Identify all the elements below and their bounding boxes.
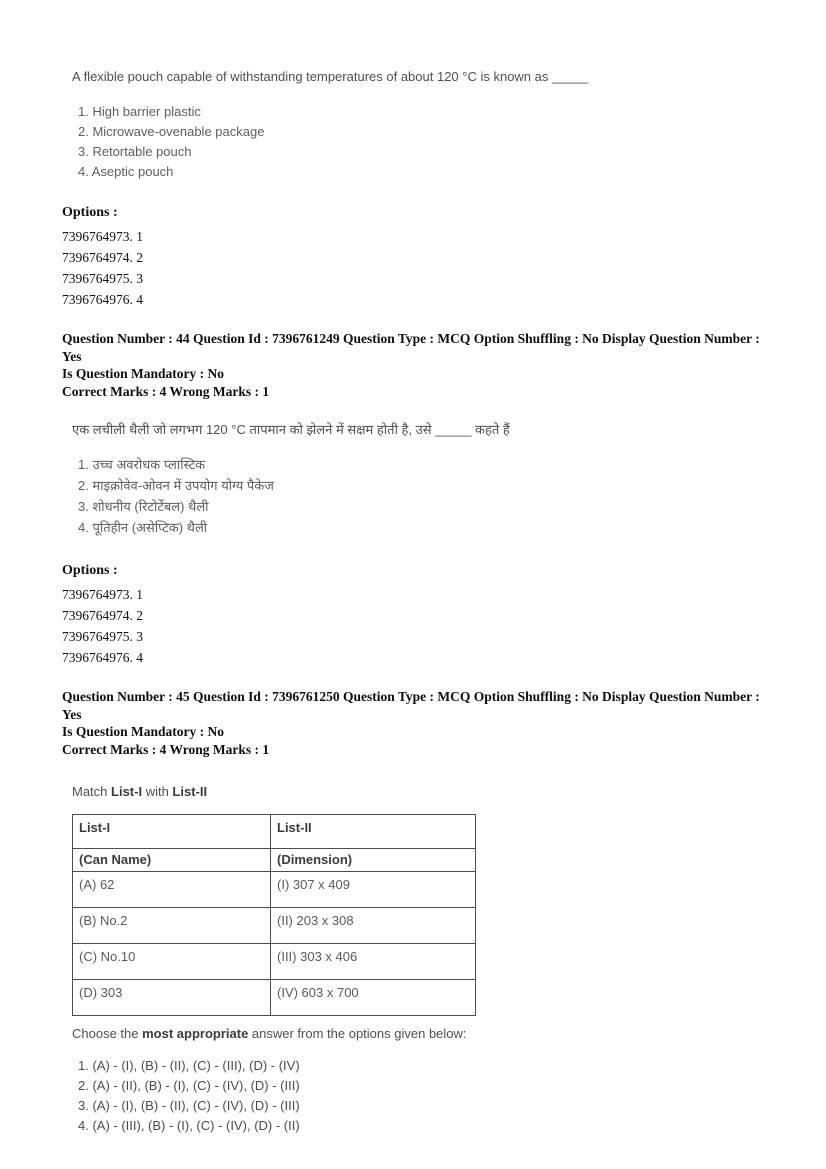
table-header-list2: List-II [271,815,476,849]
match-prefix: Match [72,784,112,799]
table-cell: (IV) 603 x 700 [271,980,476,1016]
meta-line: Question Number : 44 Question Id : 7396761249 Question Type : MCQ Option Shuffling : No Display Question Number : Yes [62,331,760,364]
answer-choice-list [78,1056,776,1136]
match-list2-label: List-II [172,784,208,799]
table-subheader-can-name: (Can Name) [73,849,271,872]
question-45-metadata [62,688,776,758]
match-instruction [72,784,776,800]
answer-choice-item: 3. (A) - (I), (B) - (II), (C) - (IV), (D) - (III) [78,1098,300,1113]
match-list1-label: List-I [111,784,143,799]
table-subheader-dimension: (Dimension) [271,849,476,872]
table-cell: (A) 62 [73,872,271,908]
table-cell: (D) 303 [73,980,271,1016]
match-table [72,814,476,1016]
table-cell: (C) No.10 [73,944,271,980]
choose-prefix: Choose the [72,1026,143,1041]
answer-choice-item: 2. (A) - (II), (B) - (I), (C) - (IV), (D) - (III) [78,1078,300,1093]
answer-choice-item: 4. (A) - (III), (B) - (I), (C) - (IV), (D) - (II) [78,1118,300,1133]
question-text-hindi: एक लचीली थैली जो लगभग 120 °C तापमान को झेलने में सक्षम होती है, उसे _____ कहते हैं [72,422,510,437]
table-row [73,872,476,908]
match-mid: with [142,784,173,799]
choice-item: 3. Retortable pouch [78,144,192,159]
option-id-row: 7396764975. 3 [62,629,143,644]
option-id-list [62,584,776,668]
table-cell: (II) 203 x 308 [271,908,476,944]
question-block-match [62,784,776,1136]
meta-line: Correct Marks : 4 Wrong Marks : 1 [62,383,270,399]
table-cell: (III) 303 x 406 [271,944,476,980]
options-label: Options : [62,563,118,578]
question-block-hindi [62,422,776,668]
option-id-row: 7396764974. 2 [62,608,143,623]
question-block-english [62,69,776,310]
question-44-metadata [62,330,776,400]
meta-line: Is Question Mandatory : No [62,366,225,381]
option-id-row: 7396764975. 3 [62,271,143,286]
table-row [73,944,476,980]
option-id-row: 7396764973. 1 [62,587,143,602]
option-id-row: 7396764973. 1 [62,229,143,244]
choose-suffix: answer from the options given below: [248,1026,467,1041]
table-row [73,908,476,944]
choice-item: 4. पूतिहीन (असेप्टिक) थैली [78,520,208,535]
option-id-row: 7396764974. 2 [62,250,143,265]
question-text-english: A flexible pouch capable of withstanding temperatures of about 120 °C is known as _____ [72,69,589,84]
option-id-row: 7396764976. 4 [62,292,143,307]
choice-item: 1. उच्च अवरोधक प्लास्टिक [78,457,206,472]
table-header-list1: List-I [73,815,271,849]
answer-choice-item: 1. (A) - (I), (B) - (II), (C) - (III), (D) - (IV) [78,1058,300,1073]
table-subheader-row [73,849,476,872]
table-row [73,980,476,1016]
choice-item: 2. माइक्रोवेव-ओवन में उपयोग योग्य पैकेज [78,478,274,493]
table-cell: (I) 307 x 409 [271,872,476,908]
meta-line: Is Question Mandatory : No [62,724,225,739]
choose-bold: most appropriate [142,1026,249,1041]
choice-item: 2. Microwave-ovenable package [78,124,265,139]
table-cell: (B) No.2 [73,908,271,944]
option-id-row: 7396764976. 4 [62,650,143,665]
table-header-row [73,815,476,849]
choice-list-english [78,102,776,182]
choice-item: 1. High barrier plastic [78,104,201,119]
option-id-list [62,226,776,310]
choice-item: 3. शोधनीय (रिटोर्टेबल) थैली [78,499,209,514]
choice-list-hindi [78,454,776,538]
options-label: Options : [62,205,118,220]
choice-item: 4. Aseptic pouch [78,164,174,179]
meta-line: Question Number : 45 Question Id : 7396761250 Question Type : MCQ Option Shuffling : No Display Question Number : Yes [62,689,760,722]
meta-line: Correct Marks : 4 Wrong Marks : 1 [62,741,270,757]
choose-instruction [72,1026,776,1042]
